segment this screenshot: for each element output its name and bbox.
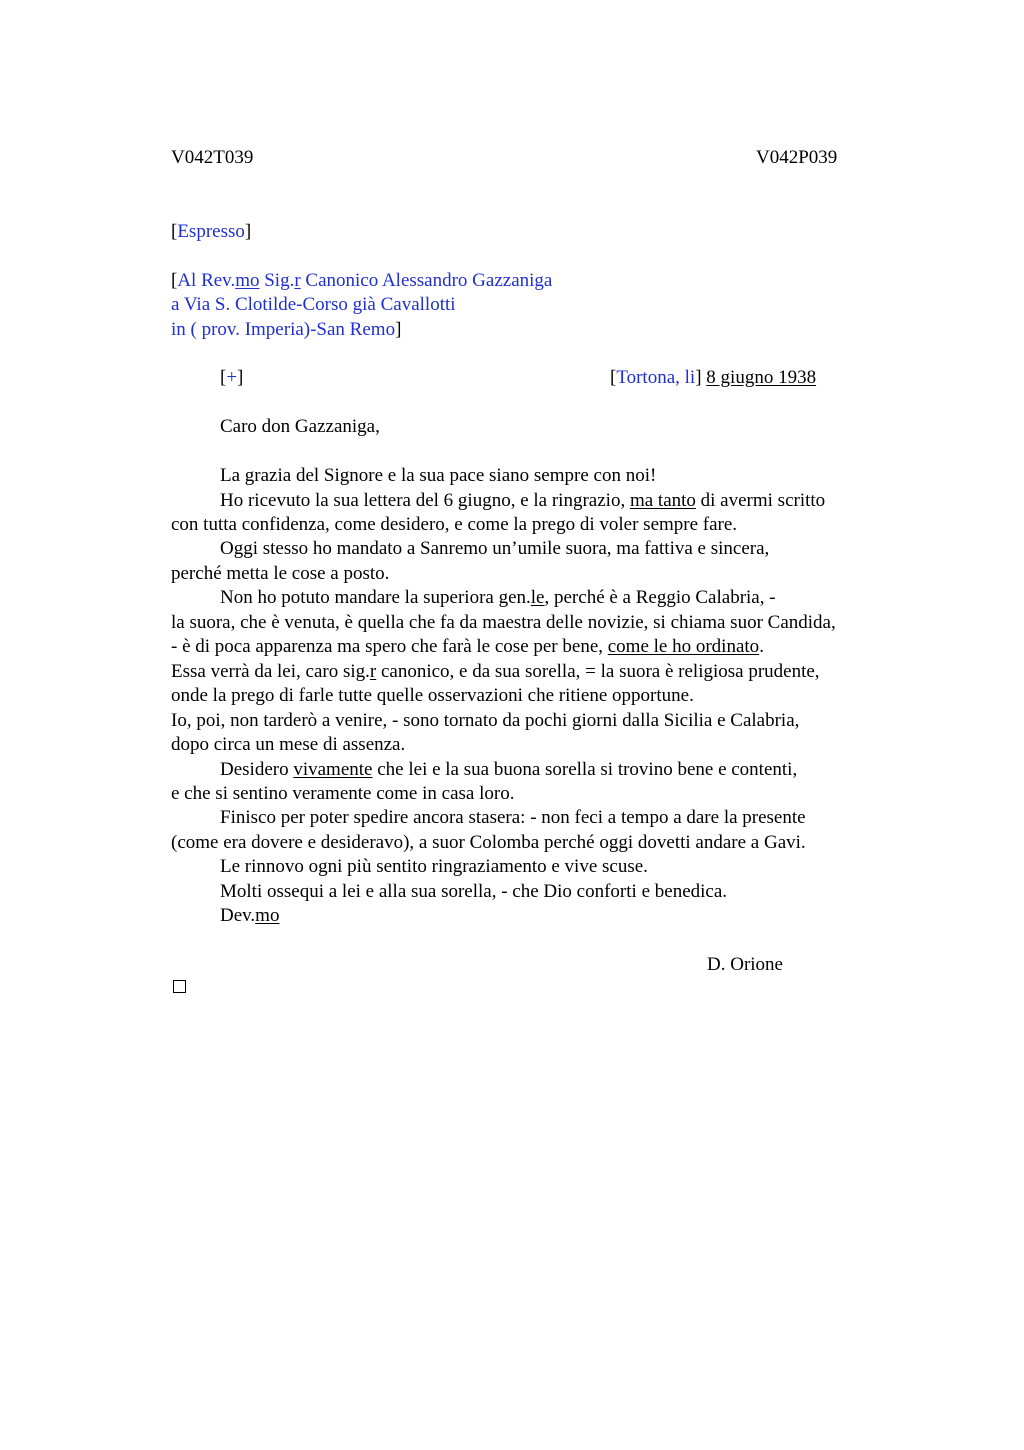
address-recipient: Canonico Alessandro Gazzaniga	[300, 270, 553, 291]
body-line: Molti ossequi a lei e alla sua sorella, - che Dio conforti e benedica.	[220, 881, 728, 902]
header-left-code: V042T039	[171, 147, 254, 168]
body-line: perché metta le cose a posto.	[171, 563, 390, 584]
body-text: canonico, e da sua sorella, = la suora è religiosa prudente,	[376, 661, 820, 682]
body-text: Non ho potuto mandare la superiora gen.	[220, 587, 531, 608]
underlined-text: ma tanto	[629, 490, 696, 511]
signature: D. Orione	[707, 954, 783, 975]
body-text: .	[759, 636, 764, 657]
closing-line	[220, 904, 279, 929]
body-line: Io, poi, non tarderò a venire, - sono tornato da pochi giorni dalla Sicilia e Calabria,	[171, 710, 800, 731]
address-superscript-r: r	[294, 270, 301, 291]
body-line: Finisco per poter spedire ancora stasera: - non feci a tempo a dare la presente	[220, 807, 806, 828]
greeting: Caro don Gazzaniga,	[220, 416, 380, 437]
place-label: Tortona, li	[616, 367, 696, 388]
square-marker-icon	[173, 980, 186, 993]
body-text: Ho ricevuto la sua lettera del 6 giugno, e la ringrazio,	[220, 490, 630, 511]
envelope-address-line-1: [Al Rev.mo Sig.r Canonico Alessandro Gazzaniga	[171, 270, 553, 291]
underlined-text: le	[530, 587, 545, 608]
body-line: Le rinnovo ogni più sentito ringraziamento e vive scuse.	[220, 856, 648, 877]
body-line	[220, 758, 797, 783]
body-line: onde la prego di farle tutte quelle osservazioni che ritiene opportune.	[171, 685, 694, 706]
envelope-espresso: [Espresso]	[171, 221, 252, 242]
cross-symbol: +	[226, 367, 238, 388]
body-line: la suora, che è venuta, è quella che fa da maestra delle novizie, si chiama suor Candida,	[171, 612, 836, 633]
underlined-text: mo	[255, 905, 280, 926]
body-text: di avermi scritto	[695, 490, 826, 511]
address-superscript-mo: mo	[235, 270, 260, 291]
address-city: in ( prov. Imperia)-San Remo	[171, 319, 396, 340]
body-line	[171, 660, 820, 685]
body-line: Oggi stesso ho mandato a Sanremo un’umile suora, ma fattiva e sincera,	[220, 538, 770, 559]
body-line	[220, 586, 776, 611]
body-text: Desidero	[220, 759, 294, 780]
underlined-text: vivamente	[293, 759, 373, 780]
header-right-code: V042P039	[756, 147, 838, 168]
body-line: La grazia del Signore e la sua pace siano sempre con noi!	[220, 465, 657, 486]
underlined-text: come le ho ordinato	[607, 636, 760, 657]
cross-mark: [+]	[220, 367, 244, 388]
envelope-address-line-2: a Via S. Clotilde-Corso già Cavallotti	[171, 294, 456, 315]
body-text: che lei e la sua buona sorella si trovino bene e contenti,	[372, 759, 798, 780]
body-line	[220, 489, 825, 514]
address-prefix: Al Rev.	[177, 270, 236, 291]
body-line	[171, 635, 764, 660]
body-line: (come era dovere e desideravo), a suor Colomba perché oggi dovetti andare a Gavi.	[171, 832, 806, 853]
body-line: dopo circa un mese di assenza.	[171, 734, 406, 755]
envelope-address-line-3: in ( prov. Imperia)-San Remo]	[171, 319, 402, 340]
body-text: - è di poca apparenza ma spero che farà le cose per bene,	[171, 636, 608, 657]
place-date: [Tortona, li] 8 giugno 1938	[610, 367, 817, 388]
body-line: e che si sentino veramente come in casa loro.	[171, 783, 515, 804]
espresso-label: Espresso	[177, 221, 245, 242]
body-text: Essa verrà da lei, caro sig.	[171, 661, 370, 682]
body-text: Dev.	[220, 905, 256, 926]
address-sig: Sig.	[259, 270, 295, 291]
letter-date: 8 giugno 1938	[706, 367, 817, 388]
body-text: , perché è a Reggio Calabria, -	[544, 587, 776, 608]
underlined-text: r	[369, 661, 377, 682]
body-line: con tutta confidenza, come desidero, e come la prego di voler sempre fare.	[171, 514, 738, 535]
